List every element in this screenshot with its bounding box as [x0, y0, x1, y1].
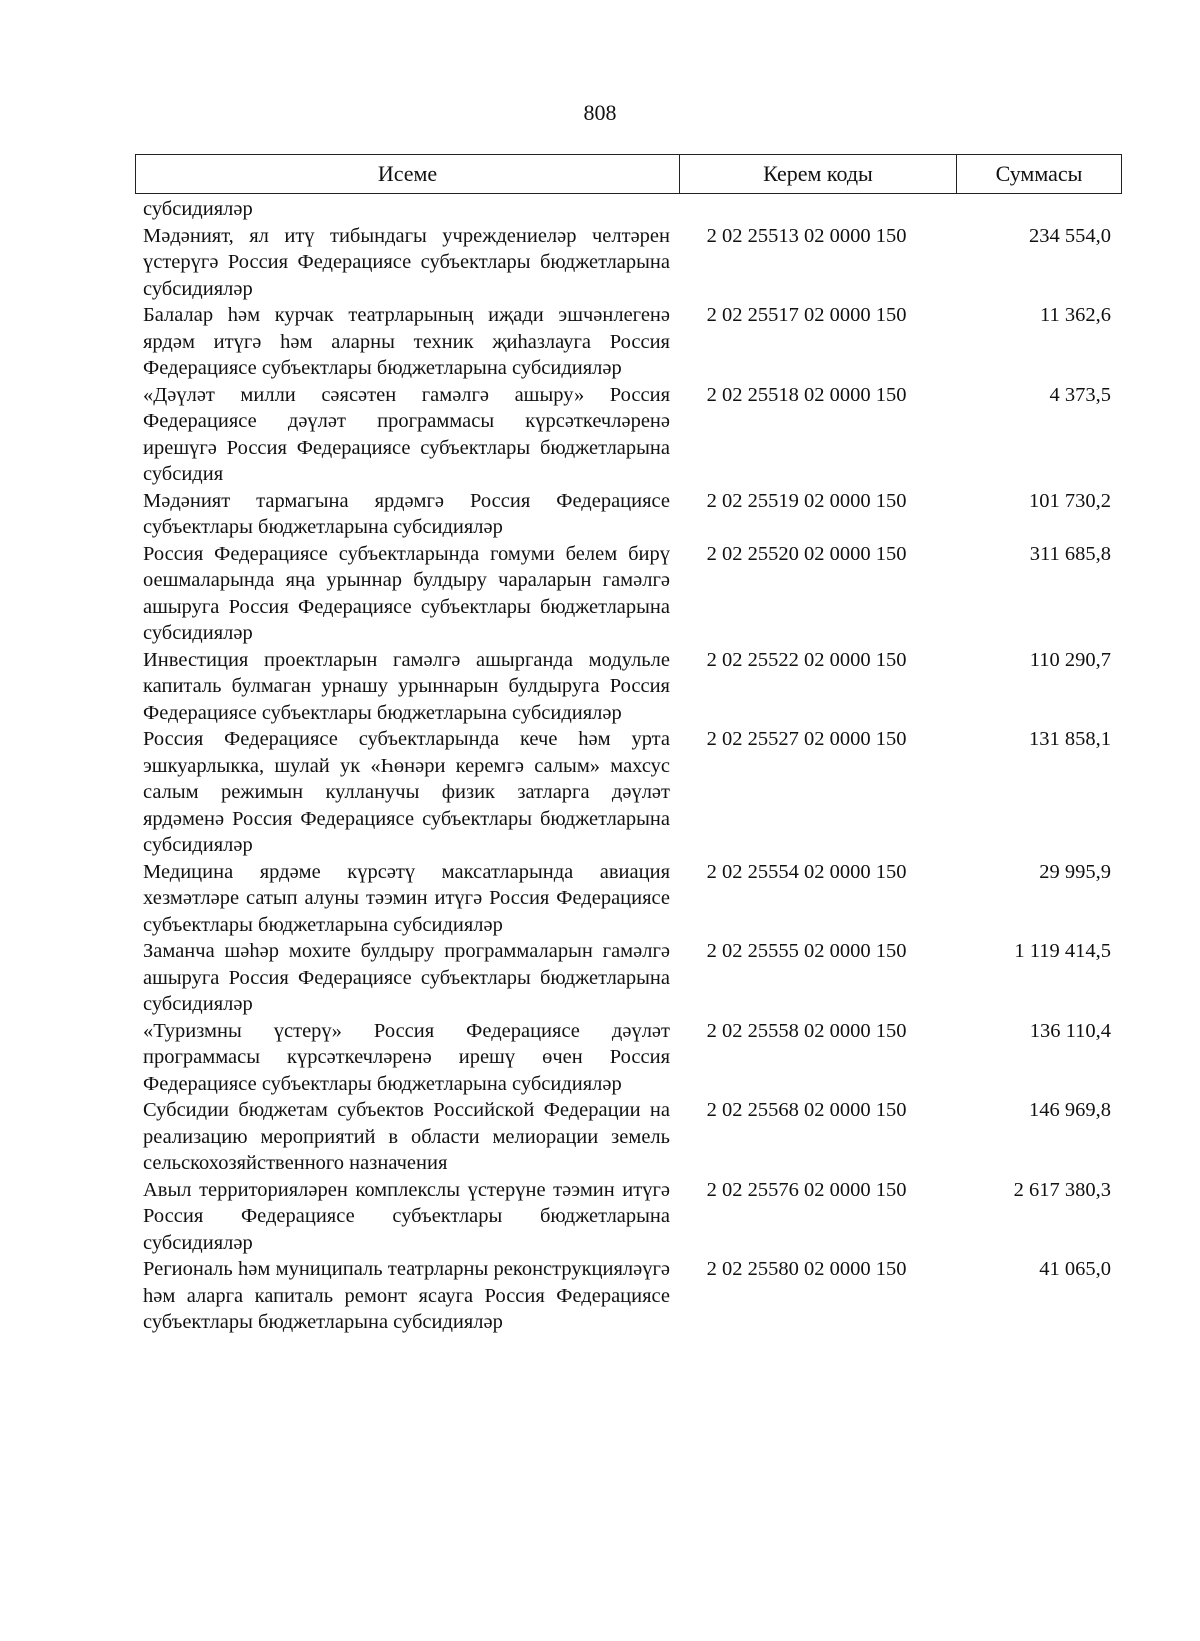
row-code: 2 02 25520 02 0000 150: [706, 542, 907, 565]
row-code: 2 02 25522 02 0000 150: [706, 648, 907, 671]
row-name: «Туризмны үстерү» Россия Федерациясе дәүләт программасы күрсәткечләренә ирешү өчен Россия Федерациясе субъектлары бюджетларына субсидияләр: [143, 1019, 670, 1095]
table-row: [143, 382, 1123, 488]
table-row: [143, 726, 1123, 859]
table-header: [135, 154, 1122, 194]
row-sum: 101 730,2: [1029, 489, 1111, 512]
table-row: [143, 223, 1123, 303]
table-row: [143, 859, 1123, 939]
table-row: [143, 1018, 1123, 1098]
row-code: 2 02 25519 02 0000 150: [706, 489, 907, 512]
continuation-row: [143, 196, 1123, 223]
table-body: [143, 196, 1123, 1336]
row-sum: 41 065,0: [1039, 1258, 1111, 1280]
row-code: 2 02 25568 02 0000 150: [706, 1099, 907, 1121]
row-sum: 1 119 414,5: [1014, 940, 1111, 962]
row-sum: 11 362,6: [1040, 304, 1111, 326]
row-sum: 131 858,1: [1029, 728, 1111, 750]
row-code: 2 02 25558 02 0000 150: [706, 1019, 907, 1042]
row-name: Региональ һәм муниципаль театрларны реконструкцияләүгә һәм аларга капиталь ремонт ясауга Россия Федерациясе субъектлары бюджетларына субсидияләр: [143, 1258, 670, 1333]
row-name: Мәдәният, ял итү тибындагы учреждениеләр челтәрен үстерүгә Россия Федерациясе субъектлары бюджетларына субсидияләр: [143, 224, 670, 300]
row-name: Заманча шәһәр мохите булдыру программаларын гамәлгә ашыруга Россия Федерациясе субъектлары бюджетларына субсидияләр: [143, 940, 670, 1015]
column-header-name: Исеме: [136, 155, 680, 193]
row-sum: 136 110,4: [1029, 1019, 1111, 1042]
table-row: [143, 1256, 1123, 1336]
row-name: Мәдәният тармагына ярдәмгә Россия Федерациясе субъектлары бюджетларына субсидияләр: [143, 489, 670, 538]
row-code: 2 02 25513 02 0000 150: [706, 224, 907, 247]
row-name: «Дәүләт милли сәясәтен гамәлгә ашыру» Россия Федерациясе дәүләт программасы күрсәткечләренә ирешүгә Россия Федерациясе субъектлары бюджетларына субсидия: [143, 383, 670, 485]
row-name: Авыл территорияләрен комплекслы үстерүне тәэмин итүгә Россия Федерациясе субъектлары бюджетларына субсидияләр: [143, 1178, 670, 1254]
row-sum: 4 373,5: [1049, 383, 1111, 406]
row-sum: 110 290,7: [1029, 648, 1111, 671]
table-row: [143, 938, 1123, 1018]
row-name: Россия Федерациясе субъектларында гомуми белем бирү оешмаларында яңа урыннар булдыру чараларын гамәлгә ашыруга Россия Федерациясе субъектлары бюджетларына субсидияләр: [143, 542, 670, 644]
table-row: [143, 1177, 1123, 1257]
row-code: 2 02 25518 02 0000 150: [706, 383, 907, 406]
row-code: 2 02 25555 02 0000 150: [706, 940, 907, 962]
table-row: [143, 1097, 1123, 1177]
row-code: 2 02 25576 02 0000 150: [706, 1178, 907, 1201]
table-row: [143, 647, 1123, 727]
row-name: Медицина ярдәме күрсәтү максатларында авиация хезмәтләре сатып алуны тәэмин итүгә Россия Федерациясе субъектлары бюджетларына субсидияләр: [143, 860, 670, 936]
row-sum: 234 554,0: [1029, 224, 1111, 247]
row-sum: 29 995,9: [1039, 860, 1111, 883]
column-header-sum: Суммасы: [995, 161, 1083, 186]
row-code: 2 02 25517 02 0000 150: [706, 304, 907, 326]
row-code: 2 02 25580 02 0000 150: [706, 1258, 907, 1280]
table-row: [143, 302, 1123, 382]
table-row: [143, 541, 1123, 647]
continuation-text: субсидияләр: [143, 198, 253, 220]
column-header-code: Керем коды: [680, 155, 957, 193]
row-code: 2 02 25527 02 0000 150: [706, 728, 907, 750]
row-sum: 311 685,8: [1029, 542, 1111, 565]
row-name: Балалар һәм курчак театрларының иҗади эшчәнлегенә ярдәм итүгә һәм аларны техник җиһазлауга Россия Федерациясе субъектлары бюджетларына субсидияләр: [143, 304, 670, 379]
page-number: 808: [583, 100, 617, 125]
row-sum: 2 617 380,3: [1013, 1178, 1111, 1201]
table-row: [143, 488, 1123, 541]
row-sum: 146 969,8: [1029, 1099, 1111, 1121]
row-name: Инвестиция проектларын гамәлгә ашырганда модульле капиталь булмаган урнашу урыннарын булдыруга Россия Федерациясе субъектлары бюджетларына субсидияләр: [143, 648, 670, 724]
row-name: Субсидии бюджетам субъектов Российской Федерации на реализацию мероприятий в области мелиорации земель сельскохозяйственного назначения: [143, 1099, 670, 1174]
row-name: Россия Федерациясе субъектларында кече һәм урта эшкуарлыкка, шулай ук «Һөнәри керемгә салым» махсус салым режимын кулланучы физик затларга дәүләт ярдәменә Россия Федерациясе субъектлары бюджетларына субсидияләр: [143, 728, 670, 856]
row-code: 2 02 25554 02 0000 150: [706, 860, 907, 883]
